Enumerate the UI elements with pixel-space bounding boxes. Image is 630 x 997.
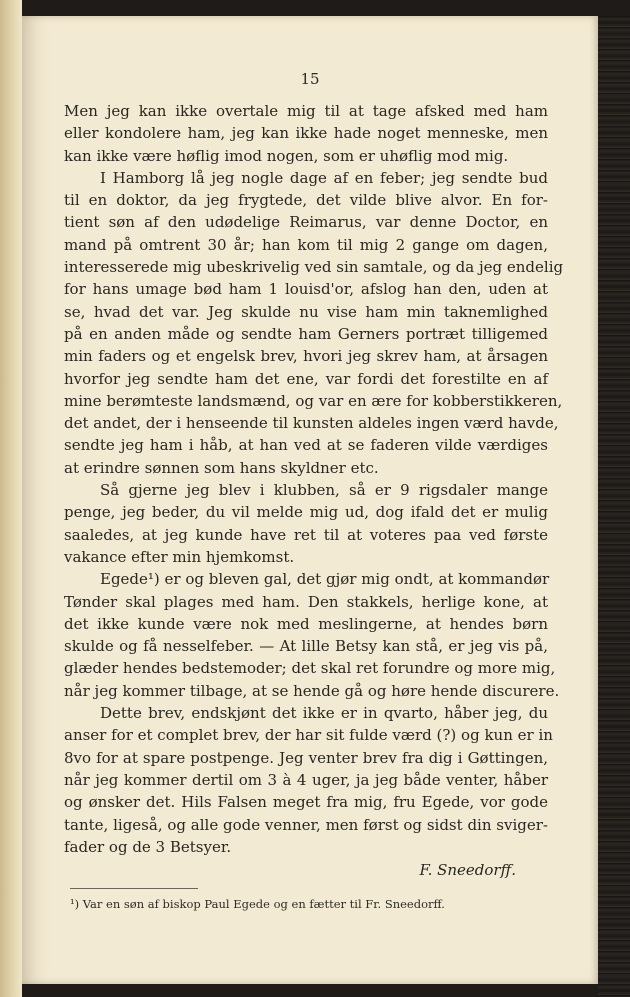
- text-line: tante, ligeså, og alle gode venner, men først og sidst din sviger-: [64, 815, 548, 834]
- text-line: anser for et complet brev, der har sit fulde værd (?) og kun er in: [64, 726, 553, 745]
- text-line: hvorfor jeg sendte ham det ene, var fordi det forestilte en af: [64, 369, 548, 388]
- text-line: glæder hendes bedstemoder; det skal ret forundre og more mig,: [64, 659, 556, 678]
- text-line: når jeg kommer dertil om 3 à 4 uger, ja jeg både venter, håber: [64, 770, 548, 789]
- text-line: skulde og få nesselfeber. — At lille Betsy kan stå, er jeg vis på,: [64, 637, 548, 656]
- text-line: fader og de 3 Betsyer.: [64, 837, 232, 856]
- text-line: sendte jeg ham i håb, at han ved at se faderen vilde værdiges: [64, 436, 548, 455]
- page-sheet: [22, 16, 598, 984]
- text-line: og ønsker det. Hils Falsen meget fra mig, fru Egede, vor gode: [64, 793, 548, 812]
- text-line: kan ikke være høflig imod nogen, som er uhøflig mod mig.: [64, 146, 509, 165]
- text-line: det ikke kunde være nok med meslingerne, at hendes børn: [64, 614, 548, 633]
- text-line: min faders og et engelsk brev, hvori jeg skrev ham, at årsagen: [64, 347, 548, 366]
- text-line: til en doktor, da jeg frygtede, det vilde blive alvor. En for-: [64, 191, 548, 210]
- text-line: Tønder skal plages med ham. Den stakkels, herlige kone, at: [64, 592, 548, 611]
- text-line: mine berømteste landsmænd, og var en ære for kobberstikkeren,: [64, 391, 563, 410]
- text-line: når jeg kommer tilbage, at se hende gå og høre hende discurere.: [64, 681, 560, 700]
- text-line: for hans umage bød ham 1 louisd'or, afslog han den, uden at: [64, 280, 548, 299]
- text-line: Dette brev, endskjønt det ikke er in qvarto, håber jeg, du: [100, 704, 548, 723]
- book-edge-shadow: [598, 16, 630, 997]
- letter-body-text: [64, 100, 564, 881]
- text-line: 8vo for at spare postpenge. Jeg venter brev fra dig i Gøttingen,: [64, 748, 548, 767]
- signature: F. Sneedorff.: [419, 861, 516, 880]
- text-line: interesserede mig ubeskrivelig ved sin samtale, og da jeg endelig: [64, 258, 564, 277]
- text-line: eller kondolere ham, jeg kan ikke hade noget menneske, men: [64, 124, 548, 143]
- book-spine-gutter: [0, 0, 22, 997]
- text-line: tient søn af den udødelige Reimarus, var denne Doctor, en: [64, 213, 548, 232]
- page-number: 15: [300, 70, 320, 88]
- text-line: Så gjerne jeg blev i klubben, så er 9 rigsdaler mange: [100, 481, 548, 500]
- text-line: I Hamborg lå jeg nogle dage af en feber; jeg sendte bud: [100, 168, 548, 187]
- text-line: se, hvad det var. Jeg skulde nu vise ham min taknemlighed: [64, 302, 548, 321]
- text-line: det andet, der i henseende til kunsten aldeles ingen værd havde,: [64, 414, 559, 433]
- footnote-divider: [70, 888, 198, 889]
- text-line: saaledes, at jeg kunde have ret til at voteres paa ved første: [64, 525, 548, 544]
- text-line: mand på omtrent 30 år; han kom til mig 2 gange om dagen,: [64, 235, 548, 254]
- text-line: Men jeg kan ikke overtale mig til at tage afsked med ham: [64, 102, 548, 120]
- footnote: ¹) Var en søn af biskop Paul Egede og en fætter til Fr. Sneedorff.: [70, 897, 445, 911]
- text-line: at erindre sønnen som hans skyldner etc.: [64, 458, 379, 477]
- text-line: Egede¹) er og bleven gal, det gjør mig ondt, at kommandør: [100, 570, 550, 589]
- text-line: vakance efter min hjemkomst.: [64, 547, 295, 566]
- text-line: på en anden måde og sendte ham Gerners portræt tilligemed: [64, 324, 548, 343]
- text-line: penge, jeg beder, du vil melde mig ud, dog ifald det er mulig: [64, 503, 548, 522]
